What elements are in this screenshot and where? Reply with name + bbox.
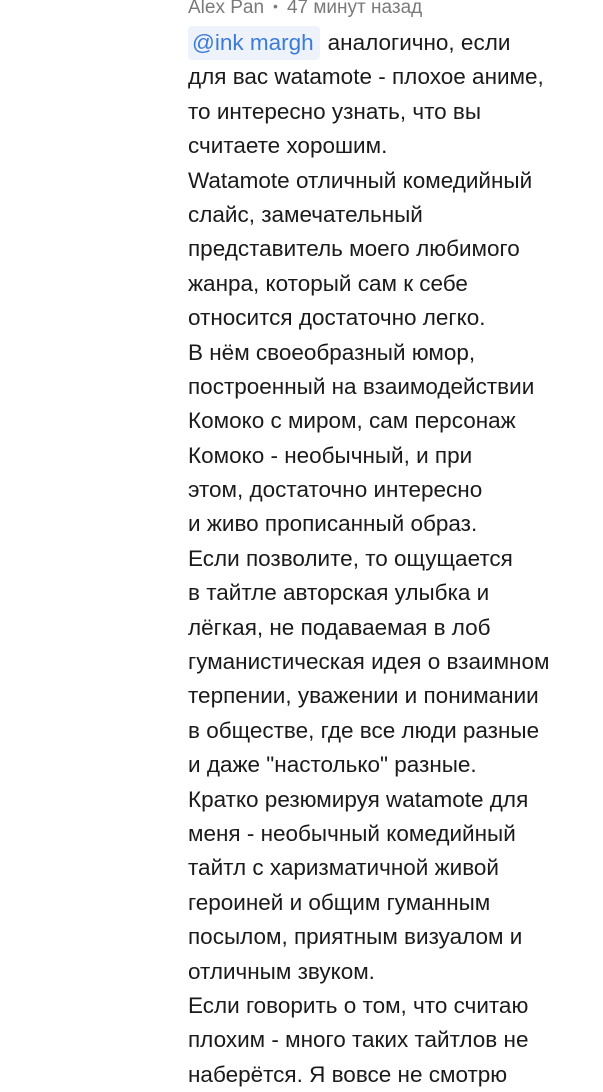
- comment-line: построенный на взаимодействии: [188, 373, 535, 399]
- comment-line: этом, достаточно интересно: [188, 477, 483, 503]
- comment-line: терпении, уважении и понимании: [188, 683, 539, 709]
- comment-meta: [188, 0, 422, 20]
- comment-line: [188, 26, 598, 60]
- comment-line: для вас watamote - плохое аниме,: [188, 64, 544, 90]
- comment-line: В нём своеобразный юмор,: [188, 339, 476, 365]
- comment-line: считаете хорошим.: [188, 133, 388, 159]
- comment-line: героиней и общим гуманным: [188, 889, 491, 915]
- comment-line: Кратко резюмируя watamote для: [188, 786, 529, 812]
- comment-line: меня - необычный комедийный: [188, 820, 516, 846]
- comment-line: Если говорить о том, что считаю: [188, 992, 529, 1018]
- comment-line: представитель моего любимого: [188, 236, 520, 262]
- comment-timestamp: 47 минут назад: [286, 0, 423, 18]
- author-name[interactable]: Alex Pan: [188, 0, 265, 18]
- comment-line: то интересно узнать, что вы: [188, 98, 482, 124]
- comment-line: жанра, который сам к себе: [188, 270, 468, 296]
- comment-line: в обществе, где все люди разные: [188, 717, 540, 743]
- comment-line: Комоко с миром, сам персонаж: [188, 408, 516, 434]
- comment-line: и даже "настолько" разные.: [188, 752, 477, 778]
- comment-line: относится достаточно легко.: [188, 305, 486, 331]
- comment-line: лёгкая, не подаваемая в лоб: [188, 614, 491, 640]
- comment-line: Watamote отличный комедийный: [188, 167, 533, 193]
- comment-line: слайс, замечательный: [188, 201, 423, 227]
- comment-line: Комоко - необычный, и при: [188, 442, 473, 468]
- comment-line: отличным звуком.: [188, 958, 375, 984]
- comment-line: в тайтле авторская улыбка и: [188, 580, 490, 606]
- comment-line: наберётся. Я вовсе не смотрю: [188, 1061, 508, 1087]
- comment-line: Если позволите, то ощущается: [188, 545, 513, 571]
- meta-separator: •: [273, 0, 278, 14]
- comment-line: посылом, приятным визуалом и: [188, 924, 523, 950]
- comment-line: плохим - много таких тайтлов не: [188, 1027, 529, 1053]
- comment-line: гуманистическая идея о взаимном: [188, 649, 550, 675]
- comment-line: тайтл с харизматичной живой: [188, 855, 499, 881]
- comment-line: и живо прописанный образ.: [188, 511, 478, 537]
- comment-line-text: аналогично, если: [327, 30, 511, 55]
- user-mention-link[interactable]: @ink margh: [188, 26, 320, 60]
- comment-body: [188, 26, 598, 1092]
